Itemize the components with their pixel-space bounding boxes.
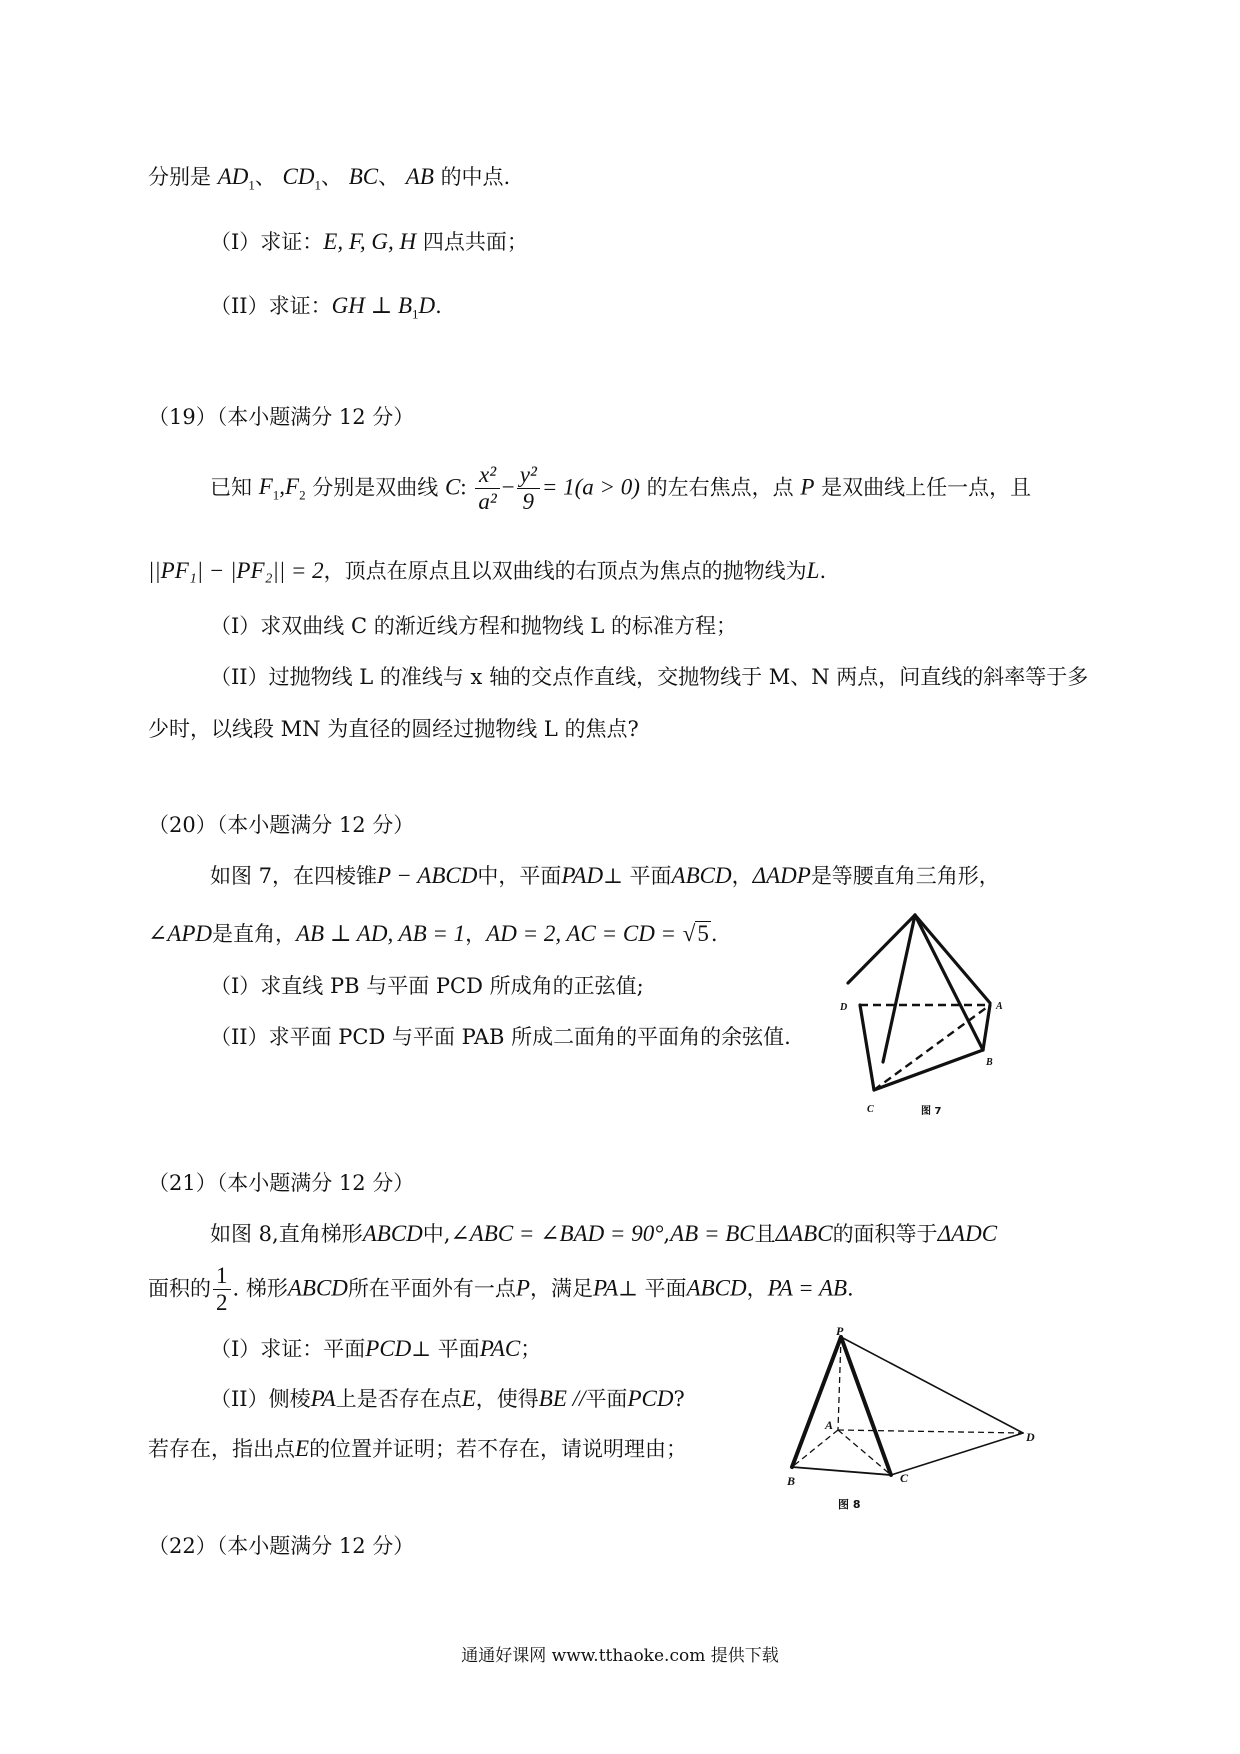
- label-a: A: [996, 1001, 1003, 1012]
- q19-part1: （I）求双曲线 C 的渐近线方程和抛物线 L 的标准方程；: [210, 614, 738, 638]
- q19-part2-line1: （II）过抛物线 L 的准线与 x 轴的交点作直线，交抛物线于 M、N 两点，问直线的斜率等于多: [210, 665, 1089, 689]
- fraction-x2-a2: $\frac{\text{x²}}{\text{a²}}$: [475, 462, 499, 516]
- figure-8-caption: 图 8: [838, 1498, 861, 1511]
- label-d: D: [840, 1002, 848, 1013]
- q20-part2: （II）求平面 PCD 与平面 PAB 所成二面角的平面角的余弦值.: [210, 1025, 791, 1049]
- q20-line2: ∠APD是直角，AB ⊥ AD, AB = 1，AD = 2, AC = CD = √5.: [148, 921, 718, 946]
- seg-ab: AB: [405, 164, 434, 189]
- edge-pb: [792, 1337, 841, 1467]
- sqrt-radicand: 5: [697, 921, 709, 946]
- label-c: C: [867, 1104, 874, 1115]
- q20-header: （20）（本小题满分 12 分）: [148, 813, 415, 837]
- edge-pc: [841, 1337, 891, 1475]
- q18-part1: （I）求证：E, F, G, H 四点共面；: [210, 229, 528, 254]
- q19-intro-line: 已知 $F_1,F_2$ 分别是双曲线 C: $\frac{\text{x²}}{\text{a²}}$ − $\frac{\text{y²}}{9}$ = 1(a > 0) 的左右焦点，点 P 是双曲线上任一点，且: [210, 462, 1032, 515]
- label-p: P: [836, 1324, 844, 1338]
- edge-pd: [841, 1337, 1023, 1433]
- seg-bc: BC: [348, 164, 379, 189]
- fraction-one-half: $\frac{1}{2}$: [213, 1263, 231, 1317]
- q18-part2: （II）求证：GH ⊥ $B_1D$.: [210, 293, 442, 322]
- label-d: D: [1026, 1430, 1035, 1444]
- q21-part2: （II）侧棱PA上是否存在点E，使得BE //平面PCD?: [210, 1386, 685, 1411]
- q20-part1: （I）求直线 PB 与平面 PCD 所成角的正弦值;: [210, 974, 644, 998]
- label-b: B: [787, 1474, 796, 1488]
- edge-pd: [848, 915, 915, 983]
- figure-8-pyramid: [778, 1324, 1038, 1517]
- q20-line1: 如图 7，在四棱锥P − ABCD中，平面PAD⊥ 平面ABCD，ΔADP是等腰直角三角形，: [210, 863, 1000, 888]
- q19-header: （19）（本小题满分 12 分）: [148, 405, 415, 429]
- q19-part2-line2: 少时，以线段 MN 为直径的圆经过抛物线 L 的焦点?: [148, 717, 639, 741]
- edge-ba: [983, 1005, 990, 1050]
- edge-pc: [883, 915, 915, 1062]
- edge-bc: [792, 1467, 891, 1475]
- figure-7-caption: 图 7: [921, 1106, 942, 1117]
- label-b: B: [986, 1057, 993, 1068]
- edge-ad-hidden: [838, 1430, 1023, 1433]
- figure-7-pyramid: [840, 905, 1010, 1120]
- edge-cd: [891, 1433, 1023, 1475]
- edge-cb: [874, 1050, 983, 1090]
- page-footer: 通通好课网 www.tthaoke.com 提供下载: [461, 1646, 779, 1666]
- q21-part2-cont: 若存在，指出点E的位置并证明；若不存在，请说明理由；: [148, 1436, 688, 1461]
- label-a: A: [825, 1418, 834, 1432]
- edge-dc: [860, 1005, 874, 1090]
- edge-pa-hidden: [838, 1337, 841, 1430]
- q19-condition-line: ||PF₁| − |PF₂|| = 2，顶点在原点且以双曲线的右顶点为焦点的抛物线为L.: [148, 558, 827, 583]
- q21-header: （21）（本小题满分 12 分）: [148, 1171, 415, 1195]
- seg-ad1: $AD_1$: [217, 164, 255, 193]
- q22-header: （22）（本小题满分 12 分）: [148, 1534, 415, 1558]
- q18-midpoints-line: 分别是 $AD_1$、 $CD_1$、 BC、 AB 的中点.: [148, 164, 511, 193]
- fraction-y2-9: $\frac{\text{y²}}{9}$: [517, 462, 540, 516]
- q21-part1: （I）求证：平面PCD⊥ 平面PAC；: [210, 1336, 542, 1361]
- label-c: C: [900, 1471, 909, 1485]
- q21-line1: 如图 8,直角梯形ABCD中,∠ABC = ∠BAD = 90°,AB = BC且ΔABC的面积等于ΔADC: [210, 1221, 998, 1246]
- q21-line2: 面积的 $\frac{1}{2}$ . 梯形ABCD所在平面外有一点P，满足PA⊥ 平面ABCD，PA = AB.: [148, 1263, 854, 1316]
- seg-cd1: $CD_1$: [282, 164, 321, 193]
